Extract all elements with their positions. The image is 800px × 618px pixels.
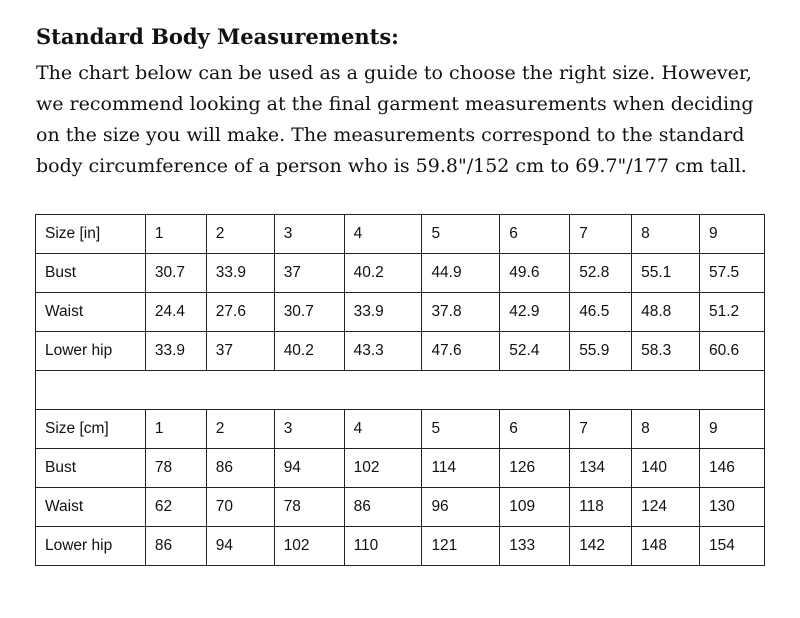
table-cell: 130	[700, 488, 765, 527]
table-cell: 4	[344, 215, 422, 254]
table-cell: 6	[500, 410, 570, 449]
table-cell: 148	[632, 527, 700, 566]
table-cell: 47.6	[422, 332, 500, 371]
table-cell: 37.8	[422, 293, 500, 332]
table-cell: 49.6	[500, 254, 570, 293]
table-cell: 44.9	[422, 254, 500, 293]
table-cell: 52.4	[500, 332, 570, 371]
table-cell: 118	[570, 488, 632, 527]
table-row	[36, 254, 765, 293]
table-cell: 46.5	[570, 293, 632, 332]
table-cell: 154	[700, 527, 765, 566]
table-cell: 94	[274, 449, 344, 488]
table-cell: 55.1	[632, 254, 700, 293]
intro-paragraph	[36, 58, 776, 182]
table-cell: 9	[700, 410, 765, 449]
intro-line: The chart below can be used as a guide to choose the right size. However,	[36, 62, 752, 84]
table-cell: 140	[632, 449, 700, 488]
table-cell: 52.8	[570, 254, 632, 293]
table-cell: 62	[145, 488, 206, 527]
table-cell: 9	[700, 215, 765, 254]
row-label-cell: Size [in]	[36, 215, 146, 254]
table-cell: 1	[145, 215, 206, 254]
table-cell: 102	[274, 527, 344, 566]
table-row	[36, 527, 765, 566]
table-cell: 33.9	[206, 254, 274, 293]
table-cell: 1	[145, 410, 206, 449]
table-cell: 60.6	[700, 332, 765, 371]
table-cell: 33.9	[344, 293, 422, 332]
table-cell: 94	[206, 527, 274, 566]
row-label-cell: Size [cm]	[36, 410, 146, 449]
table-cell: 48.8	[632, 293, 700, 332]
table-cell: 55.9	[570, 332, 632, 371]
table-cell: 133	[500, 527, 570, 566]
table-header-row	[36, 410, 765, 449]
table-cell: 4	[344, 410, 422, 449]
table-cell: 146	[700, 449, 765, 488]
size-chart-body	[36, 215, 765, 566]
table-cell: 30.7	[274, 293, 344, 332]
row-label-cell: Bust	[36, 254, 146, 293]
table-cell: 37	[206, 332, 274, 371]
table-row	[36, 449, 765, 488]
table-row	[36, 293, 765, 332]
row-label-cell: Lower hip	[36, 332, 146, 371]
table-cell: 78	[145, 449, 206, 488]
table-row	[36, 488, 765, 527]
table-spacer-row	[36, 371, 765, 410]
table-cell: 7	[570, 215, 632, 254]
table-cell: 58.3	[632, 332, 700, 371]
table-cell: 110	[344, 527, 422, 566]
table-cell: 3	[274, 215, 344, 254]
table-cell: 78	[274, 488, 344, 527]
row-label-cell: Bust	[36, 449, 146, 488]
table-cell: 86	[145, 527, 206, 566]
intro-line: on the size you will make. The measurements correspond to the standard	[36, 124, 745, 146]
table-cell: 2	[206, 410, 274, 449]
row-label-cell: Lower hip	[36, 527, 146, 566]
table-header-row	[36, 215, 765, 254]
table-cell: 142	[570, 527, 632, 566]
table-cell: 86	[206, 449, 274, 488]
table-cell: 96	[422, 488, 500, 527]
table-cell: 124	[632, 488, 700, 527]
page-title: Standard Body Measurements:	[36, 24, 399, 49]
table-cell: 3	[274, 410, 344, 449]
table-cell: 24.4	[145, 293, 206, 332]
table-cell: 8	[632, 410, 700, 449]
table-cell: 30.7	[145, 254, 206, 293]
table-cell: 70	[206, 488, 274, 527]
table-cell: 7	[570, 410, 632, 449]
table-cell: 134	[570, 449, 632, 488]
table-cell: 2	[206, 215, 274, 254]
table-cell: 5	[422, 215, 500, 254]
table-cell: 40.2	[274, 332, 344, 371]
table-cell: 43.3	[344, 332, 422, 371]
table-cell: 57.5	[700, 254, 765, 293]
table-cell: 8	[632, 215, 700, 254]
row-label-cell: Waist	[36, 293, 146, 332]
table-cell: 86	[344, 488, 422, 527]
table-cell: 40.2	[344, 254, 422, 293]
row-label-cell: Waist	[36, 488, 146, 527]
table-cell: 51.2	[700, 293, 765, 332]
intro-line: we recommend looking at the final garment measurements when deciding	[36, 93, 754, 115]
table-cell: 102	[344, 449, 422, 488]
table-cell: 42.9	[500, 293, 570, 332]
table-cell: 33.9	[145, 332, 206, 371]
table-cell: 27.6	[206, 293, 274, 332]
table-cell: 5	[422, 410, 500, 449]
intro-line: body circumference of a person who is 59.8"/152 cm to 69.7"/177 cm tall.	[36, 155, 747, 177]
table-cell: 121	[422, 527, 500, 566]
table-cell: 37	[274, 254, 344, 293]
table-cell: 126	[500, 449, 570, 488]
spacer-cell	[36, 371, 765, 410]
table-cell: 109	[500, 488, 570, 527]
size-chart-table	[35, 214, 765, 566]
table-row	[36, 332, 765, 371]
table-cell: 114	[422, 449, 500, 488]
table-cell: 6	[500, 215, 570, 254]
